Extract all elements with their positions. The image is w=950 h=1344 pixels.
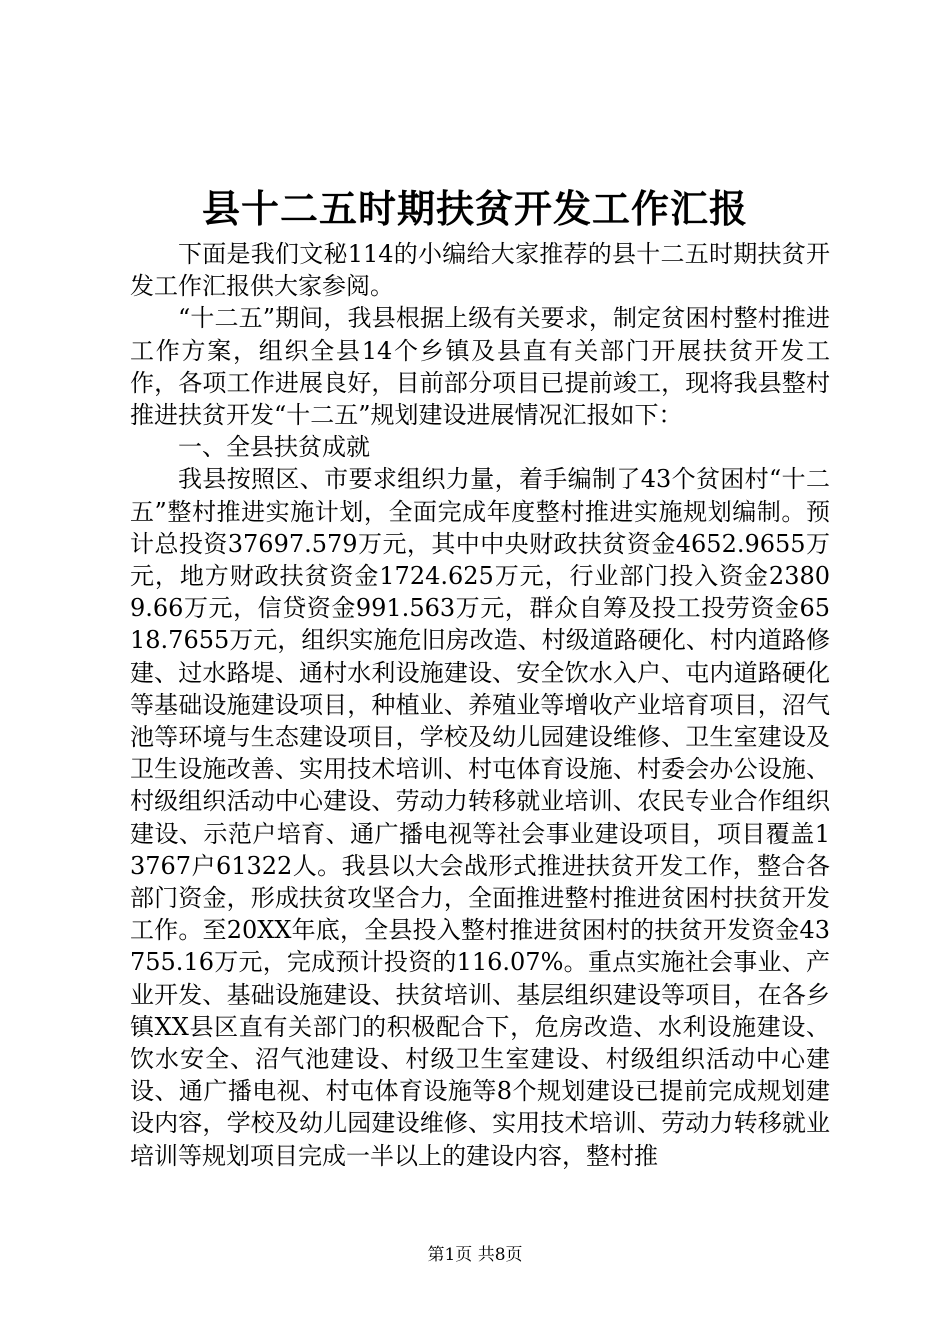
achievements-paragraph: 我县按照区、市要求组织力量，着手编制了43个贫困村“十二五”整村推进实施计划，全面完成年度整村推进实施规划编制。预计总投资37697.579万元，其中中央财政扶贫资金4652.9655万元，地方财政扶贫资金1724.625万元，行业部门投入资金23809.66万元，信贷资金991.563万元，群众自筹及投工投劳资金6518.7655万元，组织实施危旧房改造、村级道路硬化、村内道路修建、过水路堤、通村水利设施建设、安全饮水入户、屯内道路硬化等基础设施建设项目，种植业、养殖业等增收产业培育项目，沼气池等环境与生态建设项目，学校及幼儿园建设维修、卫生室建设及卫生设施改善、实用技术培训、村屯体育设施、村委会办公设施、村级组织活动中心建设、劳动力转移就业培训、农民专业合作组织建设、示范户培育、通广播电视等社会事业建设项目，项目覆盖13767户61322人。我县以大会战形式推进扶贫开发工作，整合各部门资金，形成扶贫攻坚合力，全面推进整村推进贫困村扶贫开发工作。至20XX年底，全县投入整村推进贫困村的扶贫开发资金43755.16万元，完成预计投资的116.07%。重点实施社会事业、产业开发、基础设施建设、扶贫培训、基层组织建设等项目，在各乡镇XX县区直有关部门的积极配合下，危房改造、水利设施建设、饮水安全、沼气池建设、村级卫生室建设、村级组织活动中心建设、通广播电视、村屯体育设施等8个规划建设已提前完成规划建设内容，学校及幼儿园建设维修、实用技术培训、劳动力转移就业培训等规划项目完成一半以上的建设内容，整村推 (130, 465, 830, 1170)
page-number-footer: 第1页 共8页 (427, 1245, 523, 1265)
section-heading: 一、全县扶贫成就 (178, 433, 370, 462)
document-title: 县十二五时期扶贫开发工作汇报 (201, 186, 748, 231)
intro-paragraph: 下面是我们文秘114的小编给大家推荐的县十二五时期扶贫开发工作汇报供大家参阅。 (130, 240, 830, 301)
document-body (130, 238, 830, 1172)
overview-paragraph: “十二五”期间，我县根据上级有关要求，制定贫困村整村推进工作方案，组织全县14个乡镇及县直有关部门开展扶贫开发工作，各项工作进展良好，目前部分项目已提前竣工，现将我县整村推进扶贫开发“十二五”规划建设进展情况汇报如下： (130, 304, 830, 430)
